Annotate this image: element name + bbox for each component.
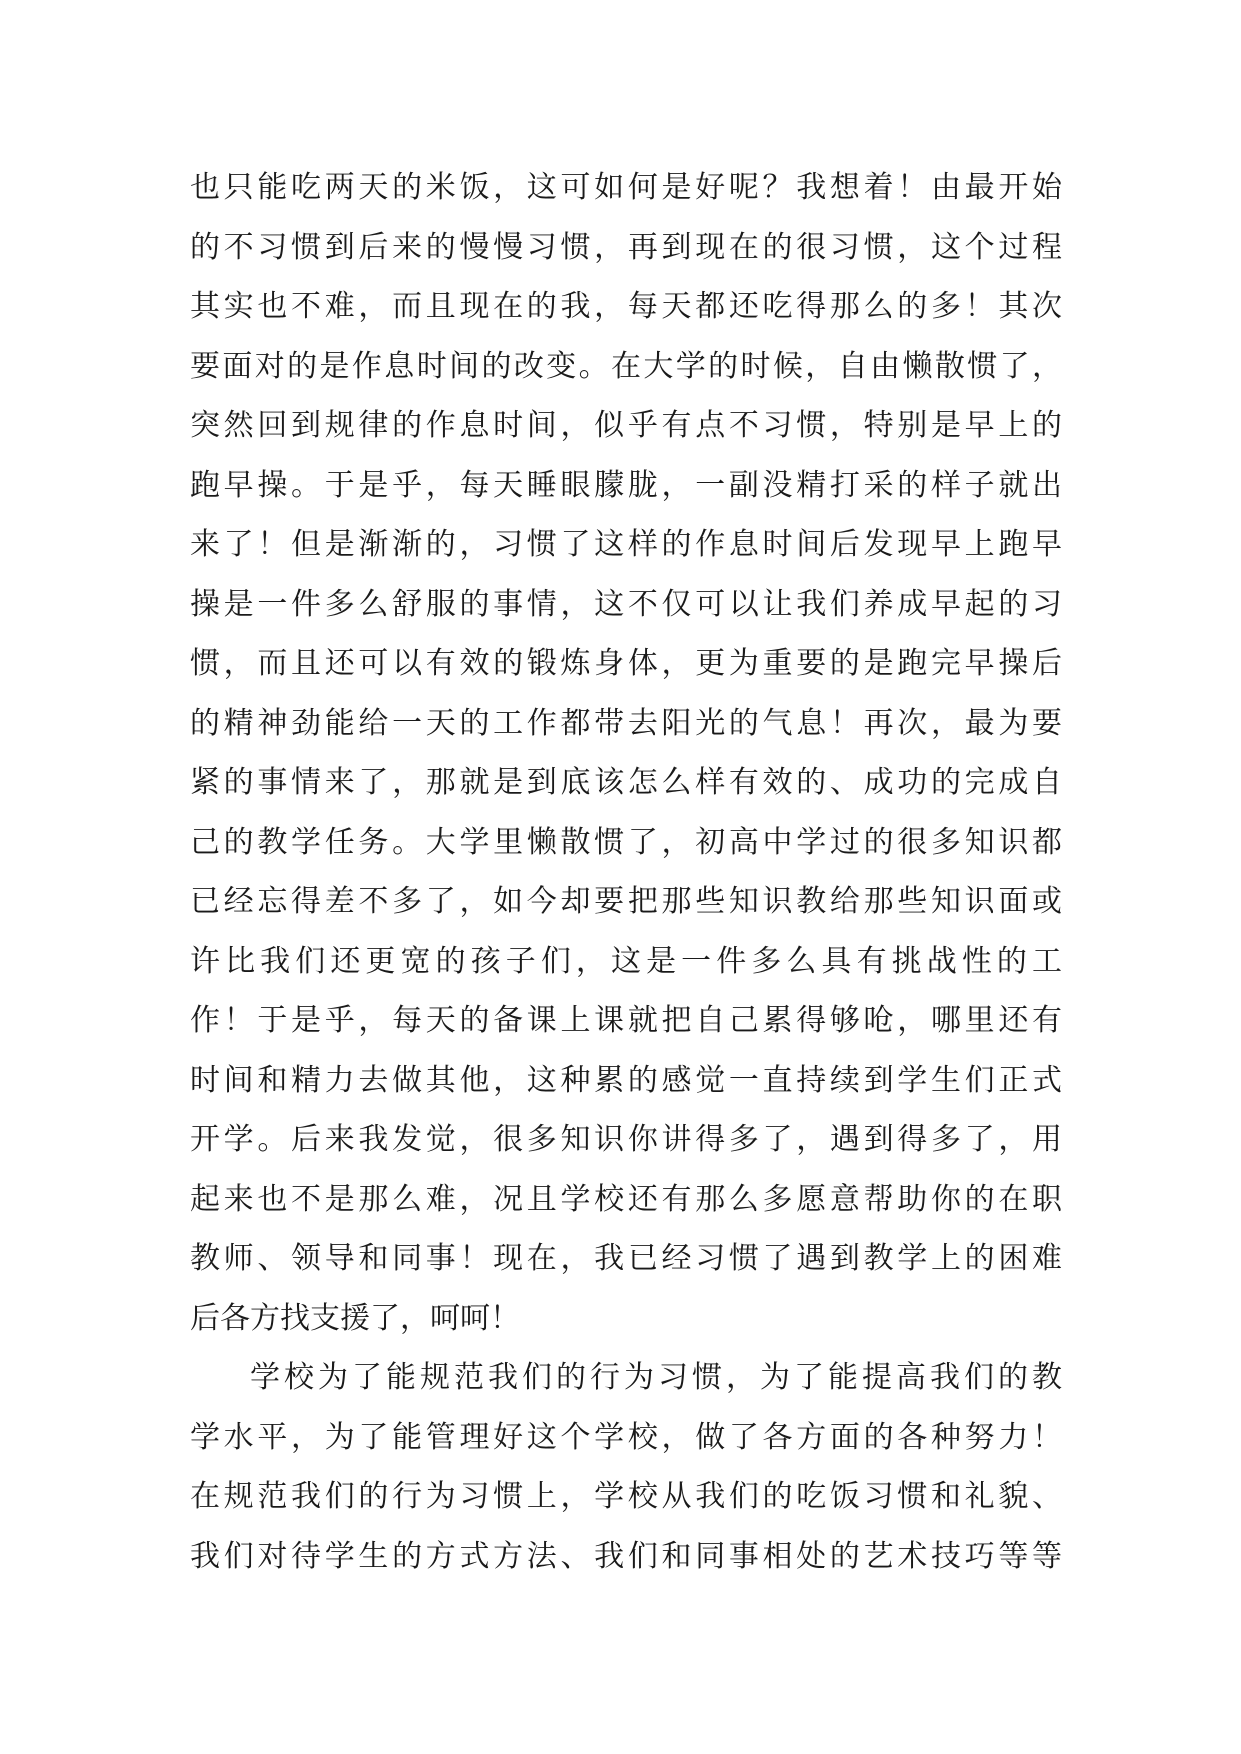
- text-line: 其实也不难，而且现在的我，每天都还吃得那么的多！其次: [190, 289, 1062, 324]
- text-line: 学校为了能规范我们的行为习惯，为了能提高我们的教: [250, 1360, 1062, 1395]
- text-line: 的精神劲能给一天的工作都带去阳光的气息！再次，最为要: [190, 705, 1062, 741]
- text-line: 来了！但是渐渐的，习惯了这样的作息时间后发现早上跑早: [190, 527, 1062, 562]
- text-line: 作！于是乎，每天的备课上课就把自己累得够呛，哪里还有: [190, 1003, 1062, 1038]
- text-line: 起来也不是那么难，况且学校还有那么多愿意帮助你的在职: [190, 1181, 1062, 1217]
- paragraph-2: [190, 1348, 1062, 1586]
- text-line: 也只能吃两天的米饭，这可如何是好呢？我想着！由最开始: [190, 170, 1062, 205]
- paragraph-1: [190, 158, 1062, 1348]
- text-line: 紧的事情来了，那就是到底该怎么样有效的、成功的完成自: [190, 765, 1062, 800]
- text-line: 操是一件多么舒服的事情，这不仅可以让我们养成早起的习: [190, 586, 1062, 622]
- text-line: 突然回到规律的作息时间，似乎有点不习惯，特别是早上的: [190, 408, 1062, 443]
- text-line: 教师、领导和同事！现在，我已经习惯了遇到教学上的困难: [190, 1241, 1062, 1276]
- text-line: 要面对的是作息时间的改变。在大学的时候，自由懒散惯了，: [190, 348, 1062, 384]
- text-line: 时间和精力去做其他，这种累的感觉一直持续到学生们正式: [190, 1062, 1062, 1098]
- text-line: 跑早操。于是乎，每天睡眼朦胧，一副没精打采的样子就出: [190, 467, 1062, 503]
- text-line: 的不习惯到后来的慢慢习惯，再到现在的很习惯，这个过程: [190, 229, 1062, 265]
- document-body: [190, 158, 1062, 1586]
- text-line: 开学。后来我发觉，很多知识你讲得多了，遇到得多了，用: [190, 1122, 1062, 1157]
- text-line: 我们对待学生的方式方法、我们和同事相处的艺术技巧等等: [190, 1538, 1062, 1574]
- text-line: 已经忘得差不多了，如今却要把那些知识教给那些知识面或: [190, 884, 1062, 919]
- text-line: 许比我们还更宽的孩子们，这是一件多么具有挑战性的工: [190, 943, 1062, 979]
- text-line: 惯，而且还可以有效的锻炼身体，更为重要的是跑完早操后: [190, 646, 1062, 681]
- text-line: 学水平，为了能管理好这个学校，做了各方面的各种努力！: [190, 1419, 1062, 1455]
- text-line: 后各方找支援了，呵呵！: [190, 1300, 520, 1336]
- text-line: 己的教学任务。大学里懒散惯了，初高中学过的很多知识都: [190, 824, 1062, 860]
- text-line: 在规范我们的行为习惯上，学校从我们的吃饭习惯和礼貌、: [190, 1479, 1062, 1514]
